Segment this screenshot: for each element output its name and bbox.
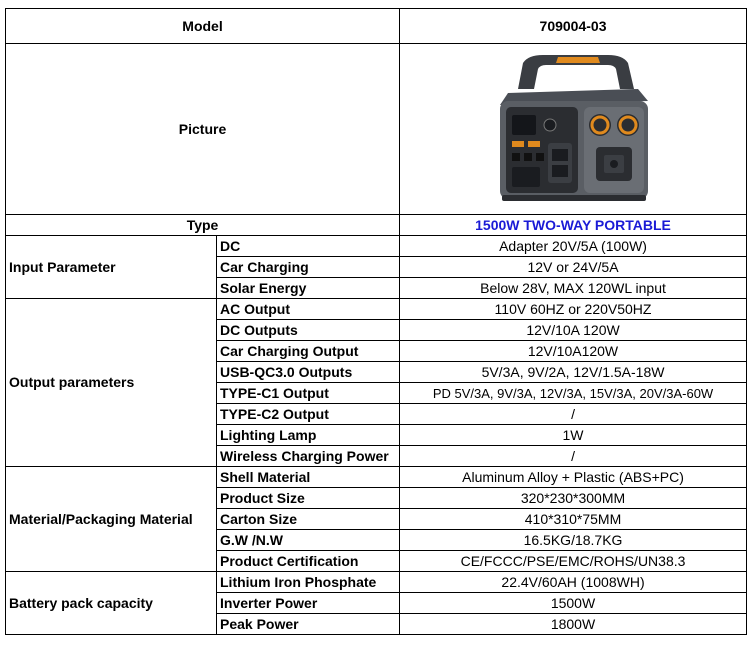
picture-row — [6, 44, 747, 215]
row-label: AC Output — [217, 299, 400, 320]
row-label: Solar Energy — [217, 278, 400, 299]
table-row — [6, 299, 747, 320]
row-value: 410*310*75MM — [400, 509, 747, 530]
table-row — [6, 572, 747, 593]
row-value: PD 5V/3A, 9V/3A, 12V/3A, 15V/3A, 20V/3A-60W — [400, 383, 747, 404]
row-value: CE/FCCC/PSE/EMC/ROHS/UN38.3 — [400, 551, 747, 572]
row-value: 12V/10A 120W — [400, 320, 747, 341]
model-value: 709004-03 — [400, 9, 747, 44]
row-label: TYPE-C2 Output — [217, 404, 400, 425]
row-label: Peak Power — [217, 614, 400, 635]
model-label: Model — [6, 9, 400, 44]
row-value: 1W — [400, 425, 747, 446]
row-label: DC — [217, 236, 400, 257]
row-label: Car Charging — [217, 257, 400, 278]
row-label: Shell Material — [217, 467, 400, 488]
row-value: / — [400, 404, 747, 425]
type-label: Type — [6, 215, 400, 236]
group-output-parameters: Output parameters — [6, 299, 217, 467]
row-label: Car Charging Output — [217, 341, 400, 362]
spec-table — [5, 8, 747, 635]
product-image — [488, 49, 658, 209]
row-value: 1800W — [400, 614, 747, 635]
row-label: DC Outputs — [217, 320, 400, 341]
row-value: 5V/3A, 9V/2A, 12V/1.5A-18W — [400, 362, 747, 383]
row-value: 320*230*300MM — [400, 488, 747, 509]
row-label: Carton Size — [217, 509, 400, 530]
row-label: USB-QC3.0 Outputs — [217, 362, 400, 383]
row-label: G.W /N.W — [217, 530, 400, 551]
row-value: Adapter 20V/5A (100W) — [400, 236, 747, 257]
row-value: Aluminum Alloy + Plastic (ABS+PC) — [400, 467, 747, 488]
row-value: 12V/10A120W — [400, 341, 747, 362]
group-input-parameter: Input Parameter — [6, 236, 217, 299]
row-value: 12V or 24V/5A — [400, 257, 747, 278]
row-label: Lithium Iron Phosphate — [217, 572, 400, 593]
row-value: 16.5KG/18.7KG — [400, 530, 747, 551]
row-label: Wireless Charging Power — [217, 446, 400, 467]
row-label: Lighting Lamp — [217, 425, 400, 446]
table-row — [6, 236, 747, 257]
row-value: 1500W — [400, 593, 747, 614]
power-station-illustration — [488, 49, 658, 209]
picture-cell — [400, 44, 747, 215]
picture-label: Picture — [6, 44, 400, 215]
row-label: Product Size — [217, 488, 400, 509]
row-value: 22.4V/60AH (1008WH) — [400, 572, 747, 593]
table-row — [6, 467, 747, 488]
row-value: / — [400, 446, 747, 467]
row-value: 110V 60HZ or 220V50HZ — [400, 299, 747, 320]
row-label: TYPE-C1 Output — [217, 383, 400, 404]
row-label: Product Certification — [217, 551, 400, 572]
type-row — [6, 215, 747, 236]
group-material-packaging: Material/Packaging Material — [6, 467, 217, 572]
row-label: Inverter Power — [217, 593, 400, 614]
row-value: Below 28V, MAX 120WL input — [400, 278, 747, 299]
group-battery-pack: Battery pack capacity — [6, 572, 217, 635]
type-value: 1500W TWO-WAY PORTABLE — [400, 215, 747, 236]
model-row — [6, 9, 747, 44]
